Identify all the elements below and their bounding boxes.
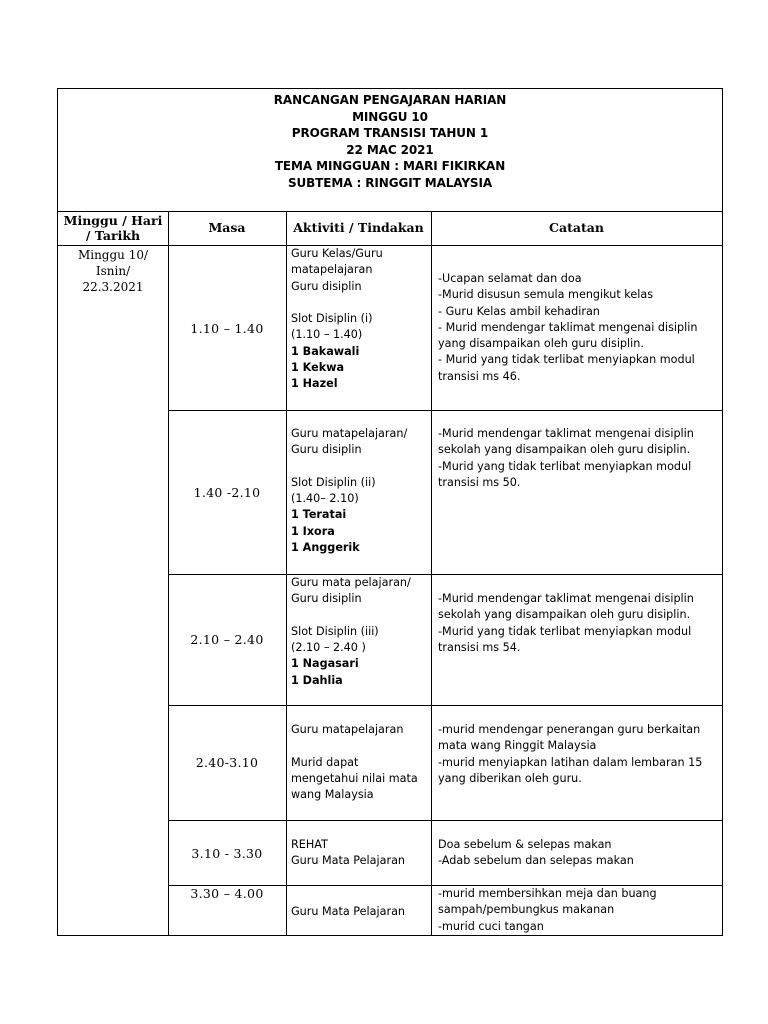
activity-line: Murid dapat	[291, 755, 359, 769]
activity-line: 1 Teratai	[291, 508, 347, 522]
activity-line: Guru disiplin	[291, 443, 362, 457]
divider	[168, 820, 722, 821]
column-header-masa: Masa	[208, 220, 246, 235]
notes-line: yang diberikan oleh guru.	[438, 771, 582, 785]
notes-cell	[438, 837, 722, 870]
column-header-day	[58, 213, 168, 243]
notes-line: - Murid mendengar taklimat mengenai disiplin	[438, 320, 698, 334]
divider	[168, 211, 169, 935]
activity-line: matapelajaran	[291, 263, 373, 277]
document-header	[58, 89, 722, 212]
activity-line: Slot Disiplin (iii)	[291, 624, 379, 638]
activity-line: Guru disiplin	[291, 592, 362, 606]
notes-line: Doa sebelum & selepas makan	[438, 838, 612, 851]
activity-line: Guru disiplin	[291, 279, 362, 293]
notes-line: -Murid mendengar taklimat mengenai disiplin	[438, 427, 694, 440]
header-week: MINGGU 10	[352, 109, 428, 124]
divider	[168, 410, 722, 411]
header-theme: TEMA MINGGUAN : MARI FIKIRKAN	[274, 159, 506, 173]
activity-cell	[291, 837, 429, 870]
time-slot: 2.10 – 2.40	[190, 632, 264, 647]
notes-line: sekolah yang disampaikan oleh guru disiplin.	[438, 608, 691, 622]
activity-line: 1 Bakawali	[291, 344, 360, 358]
activity-cell	[291, 904, 429, 920]
notes-line: -murid membersihkan meja dan buang	[438, 887, 657, 900]
divider	[431, 211, 432, 935]
time-slot: 3.10 - 3.30	[191, 846, 263, 861]
activity-line: Guru matapelajaran	[291, 723, 404, 736]
activity-line	[291, 738, 429, 754]
activity-line: (2.10 – 2.40 )	[291, 641, 366, 655]
header-program: PROGRAM TRANSISI TAHUN 1	[291, 126, 489, 140]
column-header-day-line: / Tarikh	[85, 228, 141, 243]
notes-line: mata wang Ringgit Malaysia	[438, 739, 597, 753]
divider	[286, 211, 287, 935]
column-header-catatan: Catatan	[549, 220, 604, 235]
notes-line: sampah/pembungkus makanan	[438, 903, 615, 917]
notes-line: -murid cuci tangan	[438, 919, 544, 933]
activity-line: Guru Kelas/Guru	[291, 247, 383, 260]
notes-cell	[438, 426, 722, 491]
notes-line: -murid mendengar penerangan guru berkaitan	[438, 723, 701, 736]
activity-line: wang Malaysia	[291, 788, 374, 802]
header-date: 22 MAC 2021	[346, 142, 434, 157]
time-slot: 2.40-3.10	[195, 755, 259, 770]
lesson-plan-document	[57, 88, 723, 936]
notes-cell	[438, 591, 722, 656]
header-subtheme: SUBTEMA : RINGGIT MALAYSIA	[287, 175, 493, 190]
notes-line: -murid menyiapkan latihan dalam lembaran 15	[438, 755, 703, 769]
notes-line: - Guru Kelas ambil kehadiran	[438, 304, 600, 318]
notes-line: - Murid yang tidak terlibat menyiapkan modul	[438, 353, 695, 367]
activity-line: 1 Kekwa	[291, 361, 345, 375]
activity-line	[291, 459, 429, 475]
activity-line: Guru mata pelajaran/	[291, 576, 411, 589]
notes-cell	[438, 886, 722, 935]
day-date: 22.3.2021	[82, 280, 144, 294]
activity-line: (1.10 – 1.40)	[291, 328, 363, 342]
activity-line: Guru Mata Pelajaran	[291, 905, 406, 918]
activity-line: 1 Ixora	[291, 524, 335, 538]
activity-line: Slot Disiplin (i)	[291, 312, 373, 326]
activity-cell	[291, 722, 429, 803]
day-cell	[58, 247, 168, 295]
header-title: RANCANGAN PENGAJARAN HARIAN	[273, 93, 507, 107]
activity-line	[291, 295, 429, 311]
notes-line: transisi ms 54.	[438, 640, 521, 654]
time-slot: 1.10 – 1.40	[190, 321, 264, 336]
activity-cell	[291, 575, 429, 689]
notes-line: sekolah yang disampaikan oleh guru disiplin.	[438, 443, 691, 457]
notes-line: -Adab sebelum dan selepas makan	[438, 854, 634, 868]
notes-line: -Ucapan selamat dan doa	[438, 272, 582, 285]
activity-line: mengetahui nilai mata	[291, 771, 418, 785]
column-header-day-line: Minggu / Hari	[63, 213, 163, 228]
activity-cell	[291, 426, 429, 556]
activity-line: 1 Anggerik	[291, 541, 360, 555]
notes-line: yang disampaikan oleh guru disiplin.	[438, 337, 644, 351]
activity-cell	[291, 246, 429, 393]
day-week: Minggu 10/	[77, 248, 149, 262]
activity-line: Slot Disiplin (ii)	[291, 475, 376, 489]
notes-line: -Murid yang tidak terlibat menyiapkan modul	[438, 459, 692, 473]
divider	[168, 705, 722, 706]
activity-line: 1 Nagasari	[291, 657, 359, 671]
activity-line: REHAT	[291, 838, 328, 851]
activity-line	[291, 608, 429, 624]
activity-line: 1 Hazel	[291, 377, 338, 391]
notes-line: -Murid disusun semula mengikut kelas	[438, 288, 654, 302]
time-slot: 3.30 – 4.00	[190, 886, 264, 901]
notes-cell	[438, 271, 722, 385]
notes-line: -Murid yang tidak terlibat menyiapkan modul	[438, 624, 692, 638]
notes-line: transisi ms 50.	[438, 475, 521, 489]
activity-line: Guru matapelajaran/	[291, 427, 408, 440]
notes-cell	[438, 722, 722, 787]
activity-line: Guru Mata Pelajaran	[291, 854, 406, 868]
activity-line: (1.40– 2.10)	[291, 492, 359, 506]
activity-line: 1 Dahlia	[291, 673, 343, 687]
divider	[168, 574, 722, 575]
notes-line: -Murid mendengar taklimat mengenai disiplin	[438, 592, 694, 605]
notes-line: transisi ms 46.	[438, 369, 521, 383]
day-name: Isnin/	[95, 264, 131, 278]
column-header-aktiviti: Aktiviti / Tindakan	[293, 220, 424, 235]
time-slot: 1.40 -2.10	[193, 485, 261, 500]
